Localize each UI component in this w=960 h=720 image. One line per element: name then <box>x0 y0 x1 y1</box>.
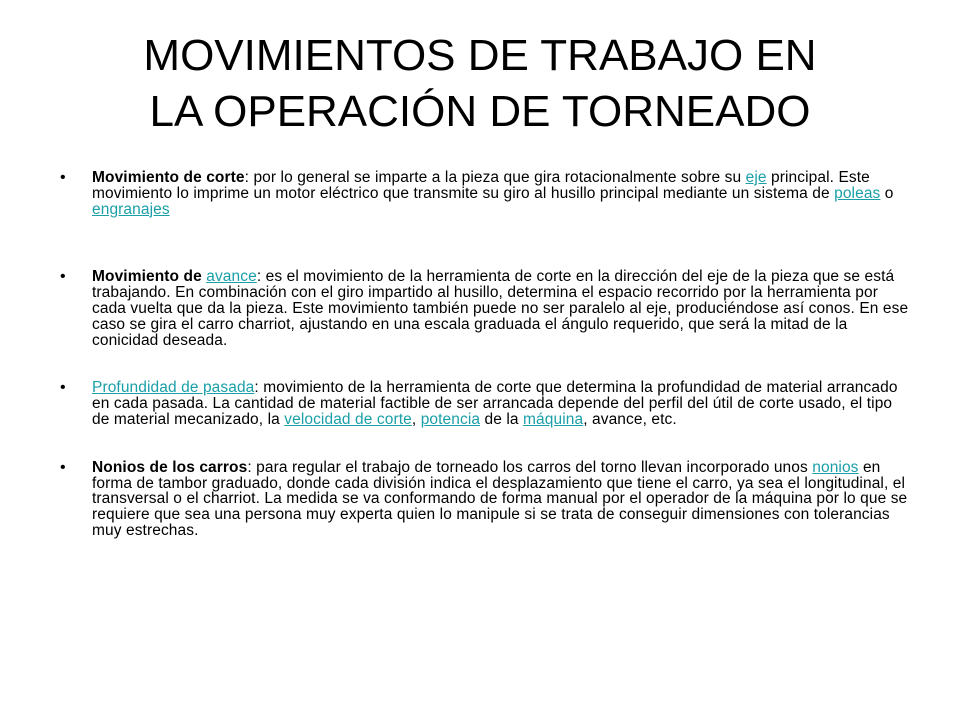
title-line-2: LA OPERACIÓN DE TORNEADO <box>149 87 811 136</box>
bullet-text: o <box>880 184 894 202</box>
link-poleas[interactable]: poleas <box>834 184 881 202</box>
bullet-text: : para regular el trabajo de torneado los carros del torno llevan incorporado unos <box>247 458 813 476</box>
bullet-movimiento-avance <box>60 269 910 348</box>
bullet-profundidad-pasada <box>60 380 910 427</box>
bullet-text: : es el movimiento de la herramienta de corte en la dirección del eje de la pieza que se está trabajando. En combinación con el giro impartido al husillo, determina el espacio recorrido por la herramienta por cada vuelta que da la pieza. Este movimiento también puede no ser paralelo al eje, produciéndose así conos. En ese caso se gira el carro charriot, ajustando en una escala graduada el ángulo requerido, que será la mitad de la conicidad deseada. <box>92 268 909 349</box>
bullet-text: : movimiento de la herramienta de corte que determina la profundidad de material arrancado en cada pasada. La cantidad de material factible de ser arrancada depende del perfil del útil de corte usado, el tipo de material mecanizado, la <box>92 379 898 428</box>
bullet-text: : por lo general se imparte a la pieza que gira rotacionalmente sobre su <box>244 169 746 186</box>
title-line-1: MOVIMIENTOS DE TRABAJO EN <box>143 31 817 80</box>
link-velocidad-de-corte[interactable]: velocidad de corte <box>284 410 412 428</box>
bullet-text: de la <box>480 410 524 428</box>
bullet-text: , <box>411 410 421 428</box>
link-profundidad-de-pasada[interactable]: Profundidad de pasada <box>92 379 255 397</box>
link-eje[interactable]: eje <box>745 169 767 186</box>
bullet-heading: Movimiento de corte <box>92 169 245 186</box>
bullet-text: , avance, etc. <box>583 410 677 428</box>
bullet-heading: Nonios de los carros <box>92 458 248 476</box>
bullet-text: en forma de tambor graduado, donde cada división indica el desplazamiento que tiene el carro, ya sea el longitudinal, el transversal o el charriot. La medida se va conformando de forma manual por el operador de la máquina por lo que se requiere que sea una persona muy experta quien lo manipule si se trata de conseguir dimensiones con tolerancias muy estrechas. <box>92 458 908 539</box>
bullet-list <box>60 170 910 539</box>
bullet-nonios-carros <box>60 460 910 539</box>
link-engranajes[interactable]: engranajes <box>92 200 170 218</box>
link-nonios[interactable]: nonios <box>812 458 859 476</box>
slide-title <box>40 28 920 140</box>
link-avance[interactable]: avance <box>206 268 257 286</box>
bullet-text: principal. Este movimiento lo imprime un motor eléctrico que transmite su giro al husillo principal mediante un sistema de <box>92 169 870 202</box>
link-potencia[interactable]: potencia <box>420 410 481 428</box>
bullet-movimiento-corte <box>60 170 910 217</box>
bullet-heading: Movimiento de <box>92 268 207 286</box>
link-maquina[interactable]: máquina <box>523 410 584 428</box>
